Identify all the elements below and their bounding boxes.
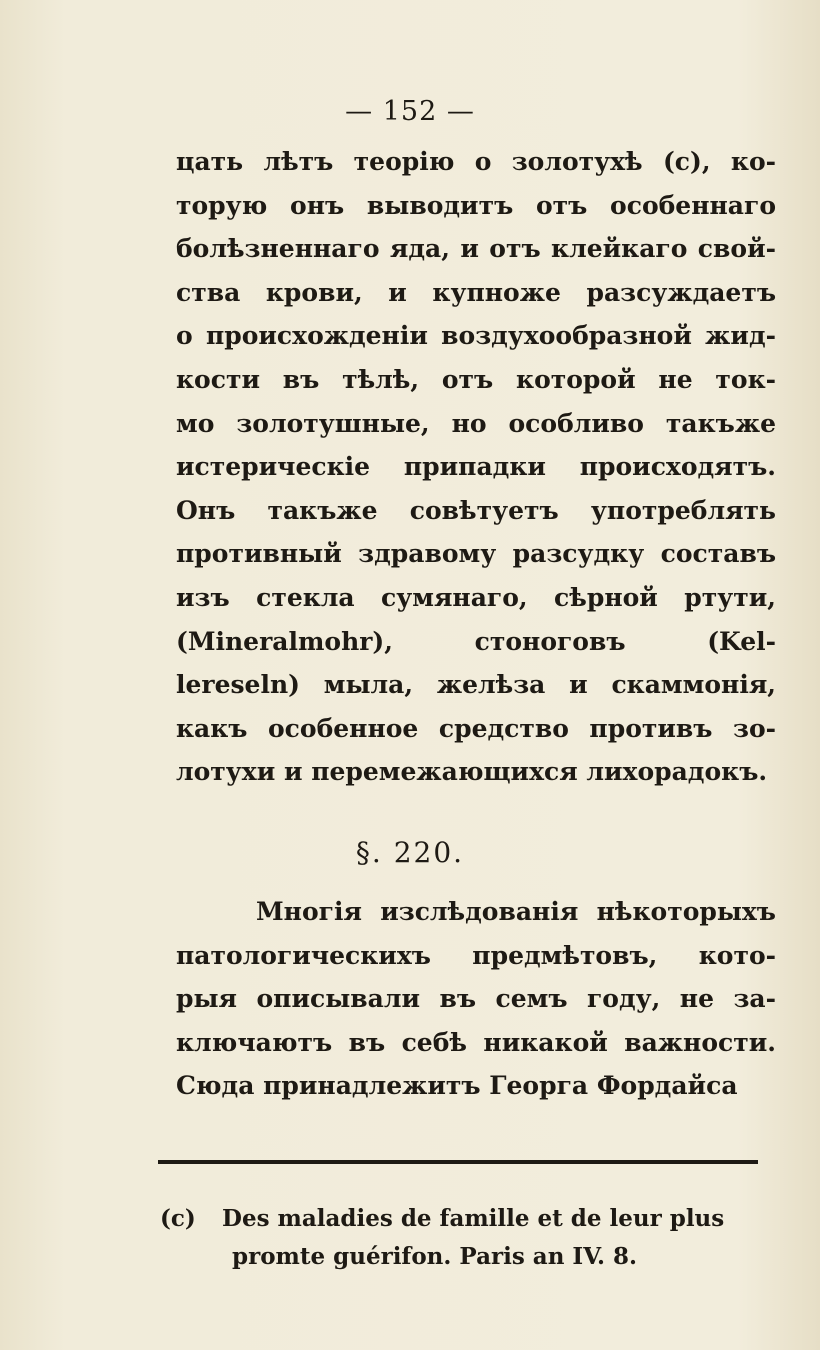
text-line: изъ стекла сумянаго, сѣрной ртути, [176, 582, 776, 612]
text-line: торую онъ выводитъ отъ особеннаго [176, 190, 776, 220]
text-line: кости въ тѣлѣ, отъ которой не ток- [176, 364, 776, 394]
text-line: о происхожденіи воздухообразной жид- [176, 321, 776, 351]
page-number: — 152 — [345, 96, 475, 127]
text-line: какъ особенное средство противъ зо- [176, 713, 776, 743]
text-line: ключаютъ въ себѣ никакой важности. [176, 1027, 776, 1057]
text-line: рыя описывали въ семъ году, не за- [176, 984, 776, 1014]
footnote [160, 1200, 780, 1276]
text-line: lereseln) мыла, желѣза и скаммонія, [176, 670, 776, 700]
text-line: цать лѣтъ теорію о золотухѣ (с), ко- [176, 147, 776, 176]
text-line: лотухи и перемежающихся лихорадокъ. [176, 757, 768, 787]
paragraph-2 [176, 890, 776, 1108]
text-line: ства крови, и купноже разсуждаетъ [176, 277, 776, 307]
text-line: мо золотушные, но особливо такъже [176, 408, 776, 438]
text-line: Сюда принадлежитъ Георга Фордайса [176, 1071, 738, 1101]
text-line: истерическіе припадки происходятъ. [176, 452, 776, 482]
footnote-divider [158, 1160, 758, 1164]
paragraph-1 [176, 140, 776, 794]
footnote-line: promte guérifon. Paris an IV. 8. [232, 1243, 638, 1270]
text-line: патологическихъ предмѣтовъ, кото- [176, 940, 776, 970]
section-heading: §. 220. [355, 836, 465, 869]
text-line: болѣзненнаго яда, и отъ клейкаго свой- [176, 234, 776, 264]
footnote-mark: (c) [160, 1205, 196, 1232]
text-line: Многія изслѣдованія нѣкоторыхъ [256, 897, 776, 926]
footnote-line: Des maladies de famille et de leur plus [222, 1205, 725, 1232]
text-line: (Mineralmohr), стоноговъ (Kel- [176, 626, 776, 656]
text-line: Онъ такъже совѣтуетъ употреблять [176, 495, 776, 525]
text-line: противный здравому разсудку составъ [176, 539, 776, 569]
